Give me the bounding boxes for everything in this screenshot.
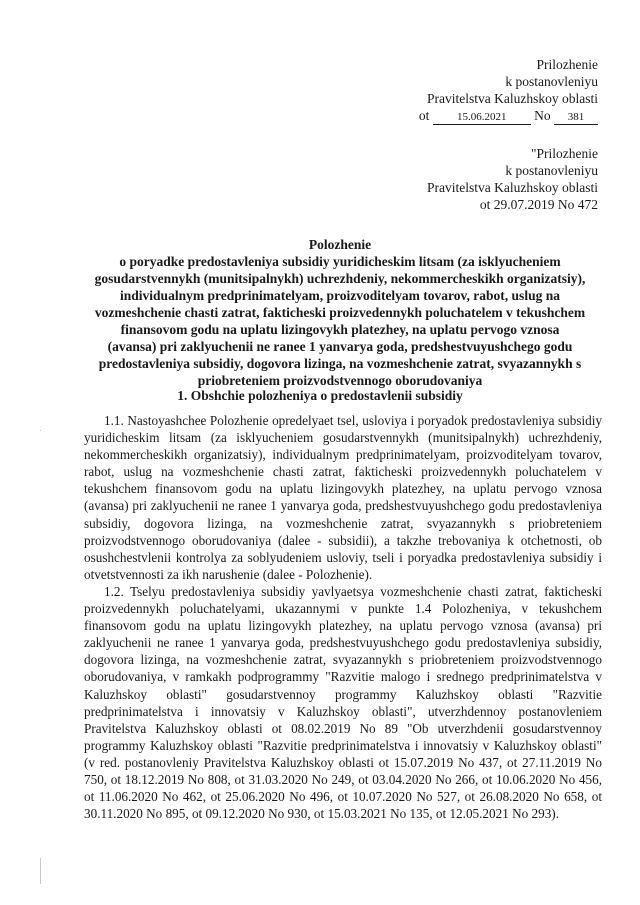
appendix-label: "Prilozhenie — [531, 146, 598, 161]
appendix-date-line — [419, 107, 598, 125]
title-line: (avansa) pri zaklyuchenii ne ranee 1 yanvarya goda, predshestvuyushchego godu — [107, 339, 573, 354]
title-line: gosudarstvennykh (munitsipalnykh) uchrezhdeniy, nekommercheskikh organizatsiy), — [94, 271, 586, 286]
appendix-header-new — [419, 56, 598, 125]
document-title — [60, 236, 620, 389]
date-prefix: ot — [418, 108, 430, 123]
appendix-government: Pravitelstva Kaluzhskoy oblasti — [427, 180, 598, 195]
section-body — [84, 412, 602, 822]
appendix-government: Pravitelstva Kaluzhskoy oblasti — [427, 91, 598, 106]
section-heading: 1. Obshchie polozheniya o predostavlenii subsidiy — [177, 388, 463, 403]
appendix-to-resolution: k postanovleniyu — [505, 163, 598, 178]
title-line: individualnym predprinimatelyam, proizvoditelyam tovarov, rabot, uslug na — [120, 288, 560, 303]
appendix-header-original — [427, 145, 598, 213]
scan-artifact — [40, 430, 41, 431]
number-prefix: No — [534, 108, 551, 123]
date-field: 15.06.2021 — [433, 111, 531, 125]
paragraph-1-2: 1.2. Tselyu predostavleniya subsidiy yavlyaetsya vozmeshchenie chasti zatrat, fakticheski proizvedennykh poluchatelyami, ukazannymi v punkte 1.4 Polozheniya, v tekushchem finansovom godu na uplatu lizingovykh platezhey, na uplatu pervogo vznosa (avansa) pri zaklyuchenii ne ranee 1 yanvarya goda, predshestvuyushchego godu predostavleniya subsidiy, dogovora lizinga, na vozmeshchenie zatrat, svyazannykh s priobreteniem proizvodstvennogo oborudovaniya, v ramkakh podprogrammy "Razvitie malogo i srednego predprinimatelstva v Kaluzhskoy oblasti" gosudarstvennoy programmy Kaluzhskoy oblasti "Razvitie predprinimatelstva i innovatsiy v Kaluzhskoy oblasti", utverzhdennoy postanovleniem Pravitelstva Kaluzhskoy oblasti ot 08.02.2019 No 89 "Ob utverzhdenii gosudarstvennoy programmy Kaluzhskoy oblasti "Razvitie predprinimatelstva i innovatsiy v Kaluzhskoy oblasti" (v red. postanovleniy Pravitelstva Kaluzhskoy oblasti ot 15.07.2019 No 437, ot 27.11.2019 No 750, ot 18.12.2019 No 808, ot 31.03.2020 No 249, ot 03.04.2020 No 266, ot 10.06.2020 No 456, ot 11.06.2020 No 462, ot 25.06.2020 No 496, ot 10.07.2020 No 527, ot 26.08.2020 No 658, ot 30.11.2020 No 895, ot 09.12.2020 No 930, ot 15.03.2021 No 135, ot 12.05.2021 No 293). — [84, 583, 602, 822]
title-line: o poryadke predostavleniya subsidiy yuridicheskim litsam (za isklyucheniem — [119, 254, 561, 269]
appendix-date-number: ot 29.07.2019 No 472 — [479, 197, 598, 212]
paragraph-1-1: 1.1. Nastoyashchee Polozhenie opredelyaet tsel, usloviya i poryadok predostavleniya subsidiy yuridicheskim litsam (za isklyucheniem gosudarstvennykh (munitsipalnykh) uchrezhdeniy, nekommercheskikh organizatsiy), individualnym predprinimatelyam, proizvoditelyam tovarov, rabot, uslug na vozmeshchenie chasti zatrat, fakticheski proizvedennykh poluchatelem v tekushchem finansovom godu na uplatu lizingovykh platezhey, na uplatu pervogo vznosa (avansa) pri zaklyuchenii ne ranee 1 yanvarya goda, predshestvuyushchego godu predostavleniya subsidiy, dogovora lizinga, na vozmeshchenie zatrat, svyazannykh s priobreteniem proizvodstvennogo oborudovaniya (dalee - subsidii), a takzhe trebovaniya k otchetnosti, ob osushchestvlenii kontrolya za soblyudeniem usloviy, tseli i poryadka predostavleniya subsidiy i otvetstvennosti za ikh narushenie (dalee - Polozhenie). — [84, 413, 602, 582]
title-line: predostavleniya subsidiy, dogovora lizinga, na vozmeshchenie zatrat, svyazannykh s — [98, 356, 582, 371]
appendix-label: Prilozhenie — [536, 57, 598, 72]
title-line: finansovom godu na uplatu lizingovykh platezhey, na uplatu pervogo vznosa — [120, 322, 560, 337]
number-field: 381 — [554, 111, 598, 125]
scan-artifact — [40, 858, 41, 884]
title-heading: Polozhenie — [308, 237, 372, 252]
appendix-to-resolution: k postanovleniyu — [505, 74, 598, 89]
title-line: priobreteniem proizvodstvennogo oborudovaniya — [197, 373, 483, 388]
title-line: vozmeshchenie chasti zatrat, fakticheski proizvedennykh poluchatelem v tekushchem — [94, 305, 586, 320]
